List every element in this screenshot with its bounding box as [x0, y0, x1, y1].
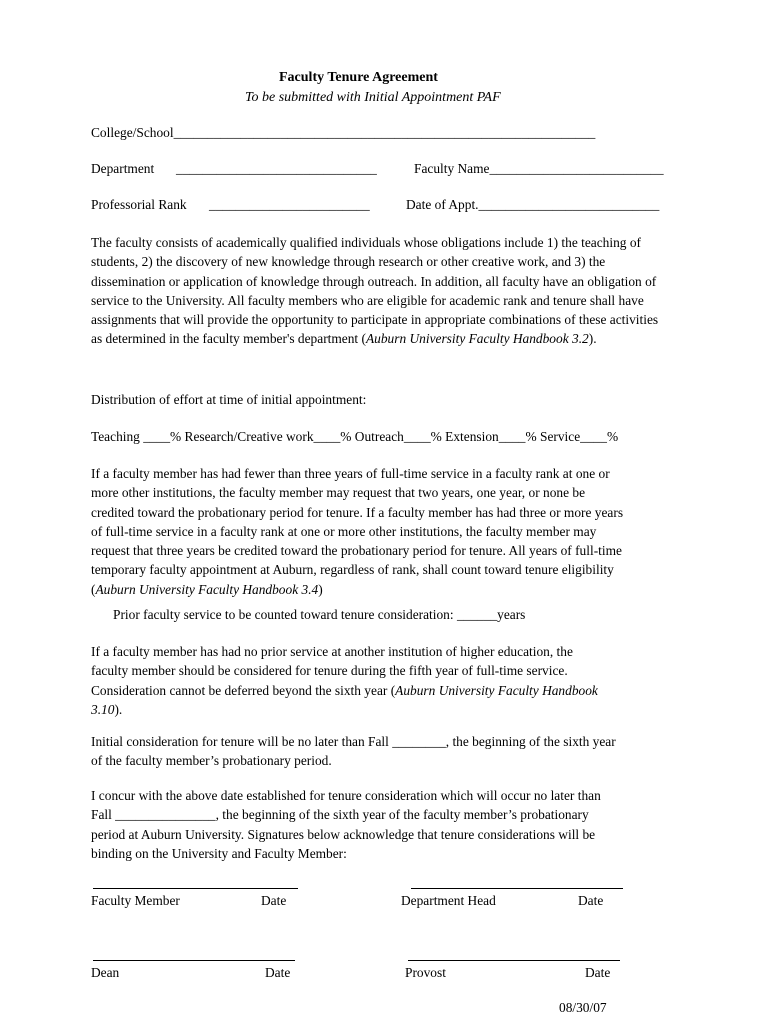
faculty-member-label: Faculty Member [91, 893, 180, 908]
department-label: Department [91, 161, 155, 176]
initial-consideration-paragraph[interactable]: Initial consideration for tenure will be no later than Fall ________, the beginning of the sixth year of the faculty member’s probationary period. [91, 734, 616, 769]
department-field[interactable]: ______________________________ [176, 161, 377, 176]
intro-end: ). [588, 331, 597, 347]
faculty-name-field[interactable]: Faculty Name__________________________ [414, 161, 664, 176]
department-head-label: Department Head [401, 893, 496, 908]
prior-service-paragraph [91, 464, 626, 599]
faculty-member-date-label: Date [261, 893, 287, 908]
distribution-heading: Distribution of effort at time of initial appointment: [91, 392, 367, 407]
college-school-field[interactable]: College/School_______________________________________________________________ [91, 125, 596, 140]
provost-date-label: Date [585, 965, 611, 980]
department-head-signature-line[interactable] [411, 888, 623, 889]
provost-label: Provost [405, 965, 446, 980]
intro-paragraph [91, 233, 661, 349]
concur-paragraph[interactable]: I concur with the above date established for tenure consideration which will occur no later than Fall _______________, the beginning of the sixth year of the faculty member’s probationary period at Auburn University. Signatures below acknowledge that tenure considerations will be binding on the University and Faculty Member: [91, 788, 601, 861]
no-prior-handbook-ref: Auburn University Faculty Handbook 3.10 [91, 682, 598, 717]
dean-date-label: Date [265, 965, 291, 980]
prior-service-text: If a faculty member has had fewer than three years of full-time service in a faculty rank at one or more other institutions, the faculty member may request that two years, one year, or none be credited toward the probationary period for tenure. If a faculty member has had three or more years of full-time service in a faculty rank at one or more other institutions, the faculty member may request that three years be credited toward the probationary period for tenure. All years of full-time temporary faculty appointment at Auburn, regardless of rank, shall count toward tenure eligibility ( [91, 466, 624, 597]
prior-service-handbook-ref: Auburn University Faculty Handbook 3.4 [95, 581, 319, 597]
prior-service-end: ) [318, 581, 323, 597]
no-prior-end: ). [114, 701, 123, 717]
intro-text: The faculty consists of academically qualified individuals whose obligations include 1) the teaching of students, 2) the discovery of new knowledge through research or other creative work, and 3) the dissemination or application of knowledge through outreach. In addition, all faculty have an obligation of service to the University. All faculty members who are eligible for academic rank and tenure shall have assignments that will provide the opportunity to participate in appropriate combinations of these activities as determined in the faculty member's department ( [91, 235, 659, 347]
no-prior-service-paragraph [91, 642, 611, 719]
no-prior-text: If a faculty member has had no prior service at another institution of higher education, the faculty member should be considered for tenure during the fifth year of full-time service. Consideration cannot be deferred beyond the sixth year ( [91, 644, 573, 698]
professorial-rank-label: Professorial Rank [91, 197, 187, 212]
revision-date: 08/30/07 [559, 1000, 607, 1015]
prior-service-years-field[interactable]: Prior faculty service to be counted toward tenure consideration: ______years [113, 607, 526, 622]
department-head-date-label: Date [578, 893, 604, 908]
faculty-member-signature-line[interactable] [93, 888, 298, 889]
intro-handbook-ref: Auburn University Faculty Handbook 3.2 [365, 331, 589, 347]
date-of-appointment-field[interactable]: Date of Appt.___________________________ [406, 197, 660, 212]
dean-signature-line[interactable] [93, 960, 295, 961]
dean-label: Dean [91, 965, 120, 980]
distribution-of-effort-line[interactable]: Teaching ____% Research/Creative work____% Outreach____% Extension____% Service____% [91, 429, 619, 444]
form-title: Faculty Tenure Agreement [279, 70, 438, 85]
provost-signature-line[interactable] [408, 960, 620, 961]
professorial-rank-field[interactable]: ________________________ [209, 197, 370, 212]
form-subtitle: To be submitted with Initial Appointment PAF [245, 90, 501, 105]
